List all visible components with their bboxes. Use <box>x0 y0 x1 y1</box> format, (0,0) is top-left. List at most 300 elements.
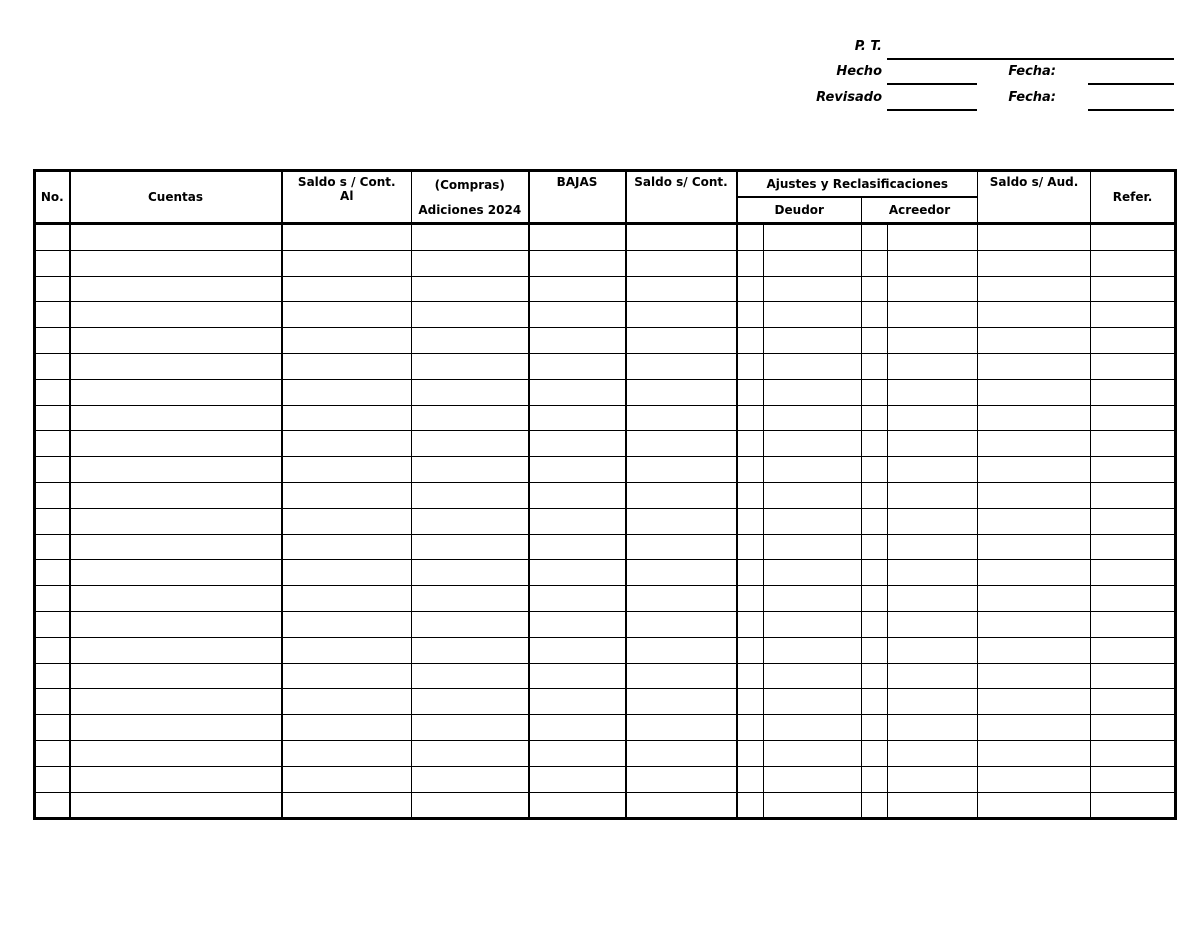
cell-saldo-s-cont[interactable] <box>626 611 737 637</box>
cell-deudor[interactable] <box>764 276 862 302</box>
cell-acreedor-ref[interactable] <box>862 792 888 819</box>
cell-cuenta[interactable] <box>70 637 282 663</box>
cell-deudor[interactable] <box>764 766 862 792</box>
cell-saldo-aud[interactable] <box>978 250 1091 276</box>
cell-saldo-s-cont[interactable] <box>626 637 737 663</box>
table-row <box>35 611 1176 637</box>
cell-saldo-aud[interactable] <box>978 431 1091 457</box>
cell-refer[interactable] <box>1091 766 1176 792</box>
cell-acreedor-ref[interactable] <box>862 663 888 689</box>
cell-acreedor[interactable] <box>888 276 978 302</box>
cell-bajas[interactable] <box>529 379 626 405</box>
cell-deudor-ref[interactable] <box>737 560 764 586</box>
cell-refer[interactable] <box>1091 508 1176 534</box>
cell-deudor-ref[interactable] <box>737 508 764 534</box>
table-row <box>35 586 1176 612</box>
cell-saldo-cont[interactable] <box>282 224 412 251</box>
cell-saldo-cont[interactable] <box>282 740 412 766</box>
cell-acreedor-ref[interactable] <box>862 328 888 354</box>
col-header-deudor: Deudor <box>737 197 862 224</box>
cell-saldo-cont[interactable] <box>282 431 412 457</box>
cell-adiciones[interactable] <box>412 250 529 276</box>
cell-saldo-s-cont[interactable] <box>626 328 737 354</box>
cell-no[interactable] <box>35 586 70 612</box>
cell-acreedor-ref[interactable] <box>862 302 888 328</box>
cell-adiciones[interactable] <box>412 457 529 483</box>
cell-no[interactable] <box>35 302 70 328</box>
cell-adiciones[interactable] <box>412 689 529 715</box>
cell-bajas[interactable] <box>529 637 626 663</box>
cell-deudor-ref[interactable] <box>737 663 764 689</box>
cell-deudor[interactable] <box>764 560 862 586</box>
cell-bajas[interactable] <box>529 431 626 457</box>
cell-saldo-s-cont[interactable] <box>626 534 737 560</box>
cell-acreedor-ref[interactable] <box>862 457 888 483</box>
cell-saldo-aud[interactable] <box>978 740 1091 766</box>
cell-saldo-s-cont[interactable] <box>626 663 737 689</box>
cell-cuenta[interactable] <box>70 663 282 689</box>
cell-saldo-cont[interactable] <box>282 482 412 508</box>
table-row <box>35 766 1176 792</box>
cell-saldo-cont[interactable] <box>282 637 412 663</box>
cell-refer[interactable] <box>1091 457 1176 483</box>
cell-adiciones[interactable] <box>412 405 529 431</box>
cell-bajas[interactable] <box>529 792 626 819</box>
cell-deudor[interactable] <box>764 663 862 689</box>
cell-acreedor[interactable] <box>888 250 978 276</box>
cell-adiciones[interactable] <box>412 586 529 612</box>
cell-acreedor-ref[interactable] <box>862 740 888 766</box>
cell-bajas[interactable] <box>529 560 626 586</box>
cell-saldo-cont[interactable] <box>282 276 412 302</box>
cell-no[interactable] <box>35 663 70 689</box>
cell-cuenta[interactable] <box>70 611 282 637</box>
cell-cuenta[interactable] <box>70 250 282 276</box>
cell-no[interactable] <box>35 457 70 483</box>
cell-acreedor[interactable] <box>888 534 978 560</box>
cell-refer[interactable] <box>1091 224 1176 251</box>
cell-deudor-ref[interactable] <box>737 482 764 508</box>
cell-acreedor-ref[interactable] <box>862 353 888 379</box>
cell-adiciones[interactable] <box>412 508 529 534</box>
cell-deudor-ref[interactable] <box>737 353 764 379</box>
cell-deudor-ref[interactable] <box>737 302 764 328</box>
cell-bajas[interactable] <box>529 534 626 560</box>
cell-saldo-aud[interactable] <box>978 328 1091 354</box>
cell-no[interactable] <box>35 482 70 508</box>
cell-acreedor[interactable] <box>888 405 978 431</box>
cell-cuenta[interactable] <box>70 224 282 251</box>
cell-saldo-aud[interactable] <box>978 276 1091 302</box>
cell-acreedor-ref[interactable] <box>862 766 888 792</box>
cell-adiciones[interactable] <box>412 328 529 354</box>
cell-saldo-cont[interactable] <box>282 534 412 560</box>
cell-cuenta[interactable] <box>70 740 282 766</box>
cell-saldo-cont[interactable] <box>282 328 412 354</box>
table-row <box>35 379 1176 405</box>
fecha-label-2: Fecha: <box>1008 90 1056 105</box>
cell-no[interactable] <box>35 534 70 560</box>
cell-saldo-s-cont[interactable] <box>626 766 737 792</box>
cell-refer[interactable] <box>1091 431 1176 457</box>
table-row <box>35 792 1176 819</box>
cell-saldo-aud[interactable] <box>978 560 1091 586</box>
cell-acreedor[interactable] <box>888 715 978 741</box>
cell-saldo-cont[interactable] <box>282 405 412 431</box>
cell-acreedor-ref[interactable] <box>862 715 888 741</box>
cell-acreedor[interactable] <box>888 766 978 792</box>
cell-no[interactable] <box>35 379 70 405</box>
cell-cuenta[interactable] <box>70 560 282 586</box>
cell-deudor[interactable] <box>764 457 862 483</box>
cell-bajas[interactable] <box>529 405 626 431</box>
fecha-line-2[interactable] <box>1088 109 1174 111</box>
cell-saldo-aud[interactable] <box>978 766 1091 792</box>
cell-saldo-s-cont[interactable] <box>626 250 737 276</box>
worksheet-body <box>35 224 1176 819</box>
cell-deudor-ref[interactable] <box>737 766 764 792</box>
cell-bajas[interactable] <box>529 224 626 251</box>
cell-adiciones[interactable] <box>412 560 529 586</box>
cell-refer[interactable] <box>1091 328 1176 354</box>
cell-deudor-ref[interactable] <box>737 792 764 819</box>
cell-saldo-aud[interactable] <box>978 508 1091 534</box>
cell-acreedor-ref[interactable] <box>862 379 888 405</box>
cell-bajas[interactable] <box>529 482 626 508</box>
cell-no[interactable] <box>35 740 70 766</box>
cell-bajas[interactable] <box>529 663 626 689</box>
table-row <box>35 534 1176 560</box>
cell-cuenta[interactable] <box>70 353 282 379</box>
cell-acreedor[interactable] <box>888 586 978 612</box>
cell-adiciones[interactable] <box>412 534 529 560</box>
cell-acreedor-ref[interactable] <box>862 482 888 508</box>
cell-no[interactable] <box>35 224 70 251</box>
cell-saldo-aud[interactable] <box>978 611 1091 637</box>
cell-refer[interactable] <box>1091 611 1176 637</box>
cell-refer[interactable] <box>1091 792 1176 819</box>
cell-cuenta[interactable] <box>70 766 282 792</box>
cell-saldo-s-cont[interactable] <box>626 792 737 819</box>
cell-acreedor[interactable] <box>888 482 978 508</box>
cell-saldo-s-cont[interactable] <box>626 276 737 302</box>
cell-acreedor-ref[interactable] <box>862 224 888 251</box>
cell-no[interactable] <box>35 508 70 534</box>
cell-cuenta[interactable] <box>70 508 282 534</box>
cell-saldo-cont[interactable] <box>282 457 412 483</box>
cell-adiciones[interactable] <box>412 766 529 792</box>
cell-refer[interactable] <box>1091 560 1176 586</box>
cell-cuenta[interactable] <box>70 302 282 328</box>
cell-saldo-cont[interactable] <box>282 302 412 328</box>
cell-bajas[interactable] <box>529 457 626 483</box>
cell-no[interactable] <box>35 689 70 715</box>
cell-acreedor[interactable] <box>888 302 978 328</box>
cell-saldo-s-cont[interactable] <box>626 560 737 586</box>
cell-no[interactable] <box>35 792 70 819</box>
cell-saldo-aud[interactable] <box>978 586 1091 612</box>
cell-bajas[interactable] <box>529 611 626 637</box>
cell-deudor[interactable] <box>764 534 862 560</box>
cell-deudor[interactable] <box>764 689 862 715</box>
cell-refer[interactable] <box>1091 586 1176 612</box>
cell-deudor[interactable] <box>764 508 862 534</box>
cell-saldo-cont[interactable] <box>282 715 412 741</box>
cell-bajas[interactable] <box>529 766 626 792</box>
cell-bajas[interactable] <box>529 353 626 379</box>
cell-acreedor[interactable] <box>888 508 978 534</box>
cell-cuenta[interactable] <box>70 715 282 741</box>
cell-acreedor-ref[interactable] <box>862 405 888 431</box>
cell-saldo-s-cont[interactable] <box>626 353 737 379</box>
cell-acreedor[interactable] <box>888 431 978 457</box>
cell-adiciones[interactable] <box>412 353 529 379</box>
cell-no[interactable] <box>35 353 70 379</box>
cell-refer[interactable] <box>1091 715 1176 741</box>
cell-deudor-ref[interactable] <box>737 224 764 251</box>
cell-cuenta[interactable] <box>70 276 282 302</box>
cell-saldo-s-cont[interactable] <box>626 457 737 483</box>
cell-saldo-aud[interactable] <box>978 353 1091 379</box>
cell-acreedor[interactable] <box>888 353 978 379</box>
cell-deudor[interactable] <box>764 740 862 766</box>
cell-acreedor-ref[interactable] <box>862 586 888 612</box>
cell-deudor-ref[interactable] <box>737 250 764 276</box>
cell-adiciones[interactable] <box>412 379 529 405</box>
cell-deudor-ref[interactable] <box>737 379 764 405</box>
cell-bajas[interactable] <box>529 689 626 715</box>
cell-deudor[interactable] <box>764 302 862 328</box>
cell-adiciones[interactable] <box>412 276 529 302</box>
cell-deudor-ref[interactable] <box>737 740 764 766</box>
cell-deudor[interactable] <box>764 792 862 819</box>
cell-deudor-ref[interactable] <box>737 637 764 663</box>
cell-bajas[interactable] <box>529 508 626 534</box>
cell-refer[interactable] <box>1091 405 1176 431</box>
cell-deudor[interactable] <box>764 353 862 379</box>
cell-acreedor[interactable] <box>888 379 978 405</box>
cell-cuenta[interactable] <box>70 431 282 457</box>
cell-deudor-ref[interactable] <box>737 689 764 715</box>
cell-acreedor-ref[interactable] <box>862 534 888 560</box>
cell-saldo-cont[interactable] <box>282 766 412 792</box>
hecho-line[interactable] <box>887 83 977 85</box>
cell-saldo-cont[interactable] <box>282 611 412 637</box>
cell-saldo-aud[interactable] <box>978 637 1091 663</box>
cell-deudor[interactable] <box>764 482 862 508</box>
cell-deudor[interactable] <box>764 611 862 637</box>
revisado-label: Revisado <box>816 90 882 105</box>
cell-acreedor[interactable] <box>888 663 978 689</box>
cell-deudor-ref[interactable] <box>737 586 764 612</box>
col-header-compras: (Compras) <box>412 171 529 198</box>
cell-bajas[interactable] <box>529 586 626 612</box>
col-header-acreedor: Acreedor <box>862 197 978 224</box>
cell-saldo-s-cont[interactable] <box>626 379 737 405</box>
cell-saldo-s-cont[interactable] <box>626 482 737 508</box>
fecha-label-1: Fecha: <box>1008 64 1056 79</box>
cell-cuenta[interactable] <box>70 379 282 405</box>
cell-acreedor-ref[interactable] <box>862 276 888 302</box>
cell-cuenta[interactable] <box>70 482 282 508</box>
cell-acreedor-ref[interactable] <box>862 560 888 586</box>
cell-refer[interactable] <box>1091 353 1176 379</box>
revisado-line[interactable] <box>887 109 977 111</box>
cell-refer[interactable] <box>1091 663 1176 689</box>
cell-saldo-cont[interactable] <box>282 663 412 689</box>
cell-no[interactable] <box>35 250 70 276</box>
cell-cuenta[interactable] <box>70 586 282 612</box>
cell-saldo-aud[interactable] <box>978 534 1091 560</box>
cell-saldo-cont[interactable] <box>282 508 412 534</box>
cell-acreedor-ref[interactable] <box>862 637 888 663</box>
cell-refer[interactable] <box>1091 740 1176 766</box>
cell-deudor[interactable] <box>764 379 862 405</box>
cell-saldo-s-cont[interactable] <box>626 586 737 612</box>
cell-acreedor[interactable] <box>888 689 978 715</box>
cell-saldo-aud[interactable] <box>978 379 1091 405</box>
cell-saldo-aud[interactable] <box>978 689 1091 715</box>
cell-saldo-cont[interactable] <box>282 250 412 276</box>
cell-adiciones[interactable] <box>412 637 529 663</box>
cell-acreedor-ref[interactable] <box>862 689 888 715</box>
col-header-saldo-cont <box>282 171 412 224</box>
cell-acreedor-ref[interactable] <box>862 250 888 276</box>
cell-saldo-s-cont[interactable] <box>626 508 737 534</box>
cell-no[interactable] <box>35 328 70 354</box>
cell-no[interactable] <box>35 766 70 792</box>
cell-deudor-ref[interactable] <box>737 611 764 637</box>
cell-adiciones[interactable] <box>412 740 529 766</box>
cell-bajas[interactable] <box>529 715 626 741</box>
cell-saldo-s-cont[interactable] <box>626 431 737 457</box>
cell-bajas[interactable] <box>529 276 626 302</box>
cell-deudor[interactable] <box>764 405 862 431</box>
pt-line[interactable] <box>887 58 1174 60</box>
cell-adiciones[interactable] <box>412 715 529 741</box>
cell-deudor-ref[interactable] <box>737 431 764 457</box>
cell-saldo-aud[interactable] <box>978 715 1091 741</box>
cell-saldo-aud[interactable] <box>978 302 1091 328</box>
cell-acreedor-ref[interactable] <box>862 508 888 534</box>
cell-adiciones[interactable] <box>412 792 529 819</box>
cell-acreedor-ref[interactable] <box>862 611 888 637</box>
table-row <box>35 637 1176 663</box>
cell-acreedor[interactable] <box>888 224 978 251</box>
cell-deudor-ref[interactable] <box>737 715 764 741</box>
cell-saldo-aud[interactable] <box>978 792 1091 819</box>
cell-refer[interactable] <box>1091 250 1176 276</box>
cell-deudor-ref[interactable] <box>737 328 764 354</box>
cell-bajas[interactable] <box>529 328 626 354</box>
cell-no[interactable] <box>35 637 70 663</box>
col-header-adiciones: Adiciones 2024 <box>412 197 529 224</box>
cell-cuenta[interactable] <box>70 328 282 354</box>
cell-bajas[interactable] <box>529 740 626 766</box>
cell-adiciones[interactable] <box>412 224 529 251</box>
fecha-line-1[interactable] <box>1088 83 1174 85</box>
cell-saldo-s-cont[interactable] <box>626 689 737 715</box>
cell-saldo-s-cont[interactable] <box>626 715 737 741</box>
cell-refer[interactable] <box>1091 302 1176 328</box>
cell-saldo-aud[interactable] <box>978 405 1091 431</box>
cell-refer[interactable] <box>1091 637 1176 663</box>
cell-deudor[interactable] <box>764 715 862 741</box>
cell-no[interactable] <box>35 431 70 457</box>
cell-saldo-aud[interactable] <box>978 457 1091 483</box>
cell-saldo-cont[interactable] <box>282 353 412 379</box>
cell-saldo-s-cont[interactable] <box>626 224 737 251</box>
cell-acreedor-ref[interactable] <box>862 431 888 457</box>
cell-cuenta[interactable] <box>70 689 282 715</box>
cell-deudor[interactable] <box>764 250 862 276</box>
cell-deudor-ref[interactable] <box>737 405 764 431</box>
cell-adiciones[interactable] <box>412 663 529 689</box>
cell-acreedor[interactable] <box>888 611 978 637</box>
cell-deudor[interactable] <box>764 431 862 457</box>
cell-acreedor[interactable] <box>888 560 978 586</box>
cell-adiciones[interactable] <box>412 482 529 508</box>
cell-deudor-ref[interactable] <box>737 534 764 560</box>
cell-saldo-cont[interactable] <box>282 792 412 819</box>
cell-saldo-cont[interactable] <box>282 379 412 405</box>
cell-refer[interactable] <box>1091 534 1176 560</box>
cell-cuenta[interactable] <box>70 792 282 819</box>
cell-adiciones[interactable] <box>412 431 529 457</box>
cell-no[interactable] <box>35 611 70 637</box>
cell-acreedor[interactable] <box>888 328 978 354</box>
cell-acreedor[interactable] <box>888 792 978 819</box>
cell-refer[interactable] <box>1091 482 1176 508</box>
cell-saldo-aud[interactable] <box>978 482 1091 508</box>
cell-deudor[interactable] <box>764 637 862 663</box>
cell-saldo-s-cont[interactable] <box>626 302 737 328</box>
cell-bajas[interactable] <box>529 250 626 276</box>
cell-refer[interactable] <box>1091 689 1176 715</box>
cell-saldo-s-cont[interactable] <box>626 740 737 766</box>
cell-deudor[interactable] <box>764 328 862 354</box>
cell-acreedor[interactable] <box>888 740 978 766</box>
cell-no[interactable] <box>35 276 70 302</box>
cell-refer[interactable] <box>1091 379 1176 405</box>
table-row <box>35 663 1176 689</box>
cell-deudor[interactable] <box>764 224 862 251</box>
cell-cuenta[interactable] <box>70 405 282 431</box>
cell-deudor-ref[interactable] <box>737 276 764 302</box>
cell-acreedor[interactable] <box>888 457 978 483</box>
cell-saldo-s-cont[interactable] <box>626 405 737 431</box>
cell-bajas[interactable] <box>529 302 626 328</box>
cell-adiciones[interactable] <box>412 302 529 328</box>
cell-refer[interactable] <box>1091 276 1176 302</box>
cell-saldo-aud[interactable] <box>978 663 1091 689</box>
cell-cuenta[interactable] <box>70 457 282 483</box>
cell-saldo-cont[interactable] <box>282 689 412 715</box>
cell-deudor[interactable] <box>764 586 862 612</box>
cell-saldo-cont[interactable] <box>282 560 412 586</box>
cell-acreedor[interactable] <box>888 637 978 663</box>
cell-no[interactable] <box>35 715 70 741</box>
cell-no[interactable] <box>35 405 70 431</box>
col-header-saldo-cont-line2: Al <box>340 189 354 203</box>
cell-saldo-cont[interactable] <box>282 586 412 612</box>
cell-no[interactable] <box>35 560 70 586</box>
cell-deudor-ref[interactable] <box>737 457 764 483</box>
cell-adiciones[interactable] <box>412 611 529 637</box>
table-row <box>35 560 1176 586</box>
cell-cuenta[interactable] <box>70 534 282 560</box>
cell-saldo-aud[interactable] <box>978 224 1091 251</box>
